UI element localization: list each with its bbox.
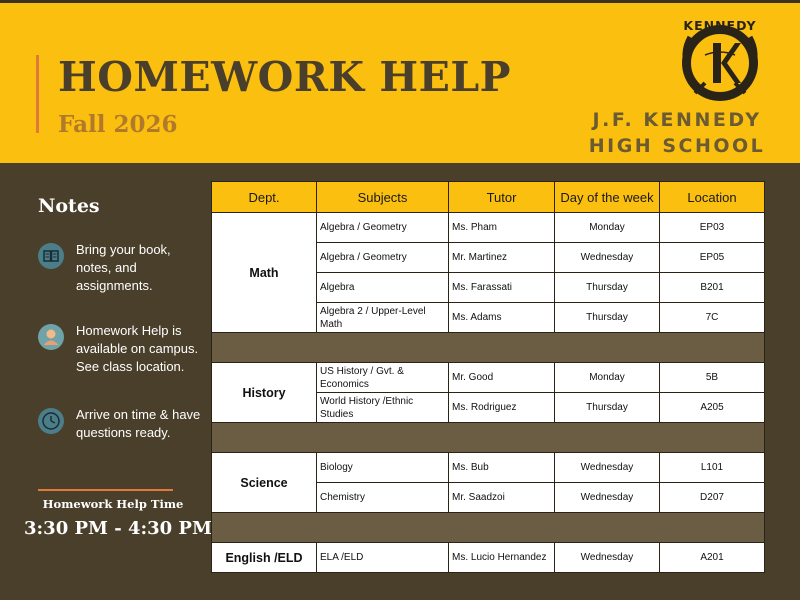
table-row	[212, 363, 765, 393]
term-label: Fall 2026	[58, 111, 178, 138]
school-name-line1: J.F. KENNEDY	[592, 109, 762, 131]
location-cell: A201	[660, 543, 765, 573]
day-cell: Wednesday	[555, 543, 660, 573]
person-icon	[38, 324, 64, 350]
tutor-cell: Mr. Martinez	[449, 243, 555, 273]
dept-cell: Science	[212, 453, 317, 513]
tutor-cell: Ms. Pham	[449, 213, 555, 243]
tutor-cell: Ms. Lucio Hernandez	[449, 543, 555, 573]
day-cell: Wednesday	[555, 483, 660, 513]
location-cell: 7C	[660, 303, 765, 333]
subject-cell: US History / Gvt. & Economics	[317, 363, 449, 393]
help-time-label: Homework Help Time	[42, 497, 184, 511]
separator-row	[212, 423, 765, 453]
table-row	[212, 213, 765, 243]
subject-cell: World History /Ethnic Studies	[317, 393, 449, 423]
school-name	[560, 107, 794, 159]
help-time-value: 3:30 PM - 4:30 PM	[24, 518, 212, 539]
subject-cell: Algebra	[317, 273, 449, 303]
note-item-book	[38, 241, 198, 301]
day-cell: Thursday	[555, 273, 660, 303]
subject-cell: ELA /ELD	[317, 543, 449, 573]
dept-cell: Math	[212, 213, 317, 333]
day-cell: Wednesday	[555, 453, 660, 483]
note-text-arrive: Arrive on time & have questions ready.	[76, 407, 201, 440]
tutor-cell: Ms. Farassati	[449, 273, 555, 303]
tutor-cell: Ms. Adams	[449, 303, 555, 333]
notes-divider	[38, 489, 173, 491]
subject-cell: Chemistry	[317, 483, 449, 513]
book-icon	[38, 243, 64, 269]
day-cell: Thursday	[555, 303, 660, 333]
header-day: Day of the week	[555, 182, 660, 213]
logo-text: KENNEDY	[683, 18, 757, 33]
subject-cell: Algebra / Geometry	[317, 213, 449, 243]
location-cell: EP05	[660, 243, 765, 273]
header-location: Location	[660, 182, 765, 213]
tutor-cell: Ms. Bub	[449, 453, 555, 483]
page-title: HOMEWORK HELP	[58, 53, 511, 101]
header-dept: Dept.	[212, 182, 317, 213]
header-subjects: Subjects	[317, 182, 449, 213]
dept-cell: History	[212, 363, 317, 423]
note-item-campus	[38, 322, 198, 397]
location-cell: A205	[660, 393, 765, 423]
day-cell: Thursday	[555, 393, 660, 423]
schedule-table	[211, 181, 765, 573]
location-cell: EP03	[660, 213, 765, 243]
subject-cell: Algebra / Geometry	[317, 243, 449, 273]
day-cell: Wednesday	[555, 243, 660, 273]
tutor-cell: Mr. Good	[449, 363, 555, 393]
note-text-book: Bring your book, notes, and assignments.	[76, 242, 171, 293]
note-item-arrive	[38, 406, 201, 462]
school-logo	[675, 13, 765, 105]
header-tutor: Tutor	[449, 182, 555, 213]
location-cell: 5B	[660, 363, 765, 393]
subject-cell: Algebra 2 / Upper-Level Math	[317, 303, 449, 333]
dept-cell: English /ELD	[212, 543, 317, 573]
location-cell: D207	[660, 483, 765, 513]
separator-row	[212, 513, 765, 543]
school-name-line2: HIGH SCHOOL	[588, 135, 766, 157]
table-header-row	[212, 182, 765, 213]
separator-row	[212, 333, 765, 363]
notes-heading: Notes	[38, 195, 100, 217]
clock-icon	[38, 408, 64, 434]
day-cell: Monday	[555, 363, 660, 393]
location-cell: L101	[660, 453, 765, 483]
title-accent-bar	[36, 55, 39, 133]
day-cell: Monday	[555, 213, 660, 243]
note-text-campus: Homework Help is available on campus. See class location.	[76, 323, 199, 374]
tutor-cell: Ms. Rodriguez	[449, 393, 555, 423]
header-banner	[0, 3, 800, 163]
tutor-cell: Mr. Saadzoi	[449, 483, 555, 513]
table-row	[212, 543, 765, 573]
subject-cell: Biology	[317, 453, 449, 483]
location-cell: B201	[660, 273, 765, 303]
table-row	[212, 453, 765, 483]
